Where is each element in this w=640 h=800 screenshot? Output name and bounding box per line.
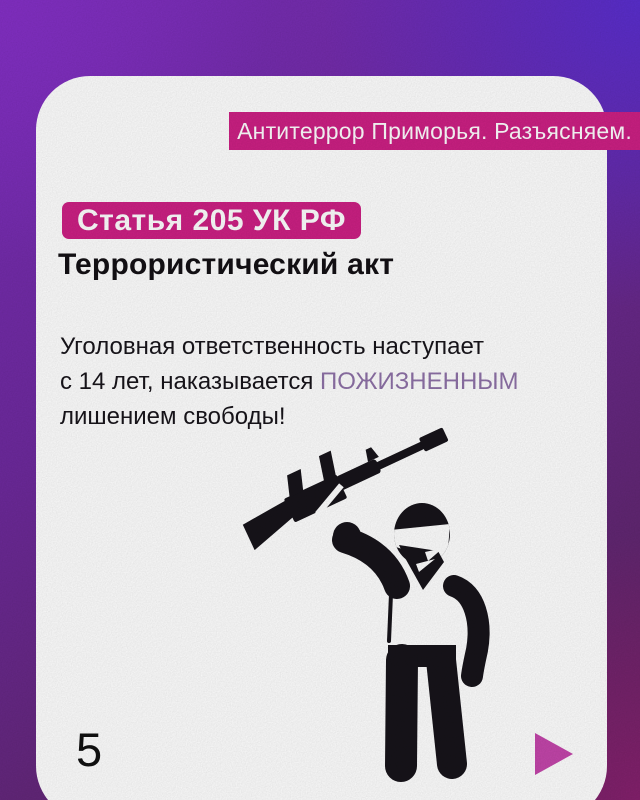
raised-arm — [333, 522, 397, 586]
article-heading: Террористический акт — [58, 248, 395, 281]
article-title-badge: Статья 205 УК РФ — [62, 202, 361, 239]
next-arrow-icon[interactable] — [535, 733, 573, 775]
body-line2-highlight: ПОЖИЗНЕННЫМ — [319, 368, 519, 395]
body-line2-prefix: с 14 лет, наказывается — [60, 368, 320, 395]
armed-masked-figure-illustration — [230, 425, 520, 795]
body-line3: лишением свободы! — [60, 403, 286, 430]
body-paragraph — [60, 329, 580, 434]
body-line1: Уголовная ответственность наступает — [60, 333, 485, 360]
header-badge: Антитеррор Приморья. Разъясняем. — [229, 112, 640, 150]
page-number: 5 — [76, 723, 103, 776]
body-and-legs — [388, 586, 479, 766]
terrorist-pictogram-icon — [230, 425, 520, 795]
